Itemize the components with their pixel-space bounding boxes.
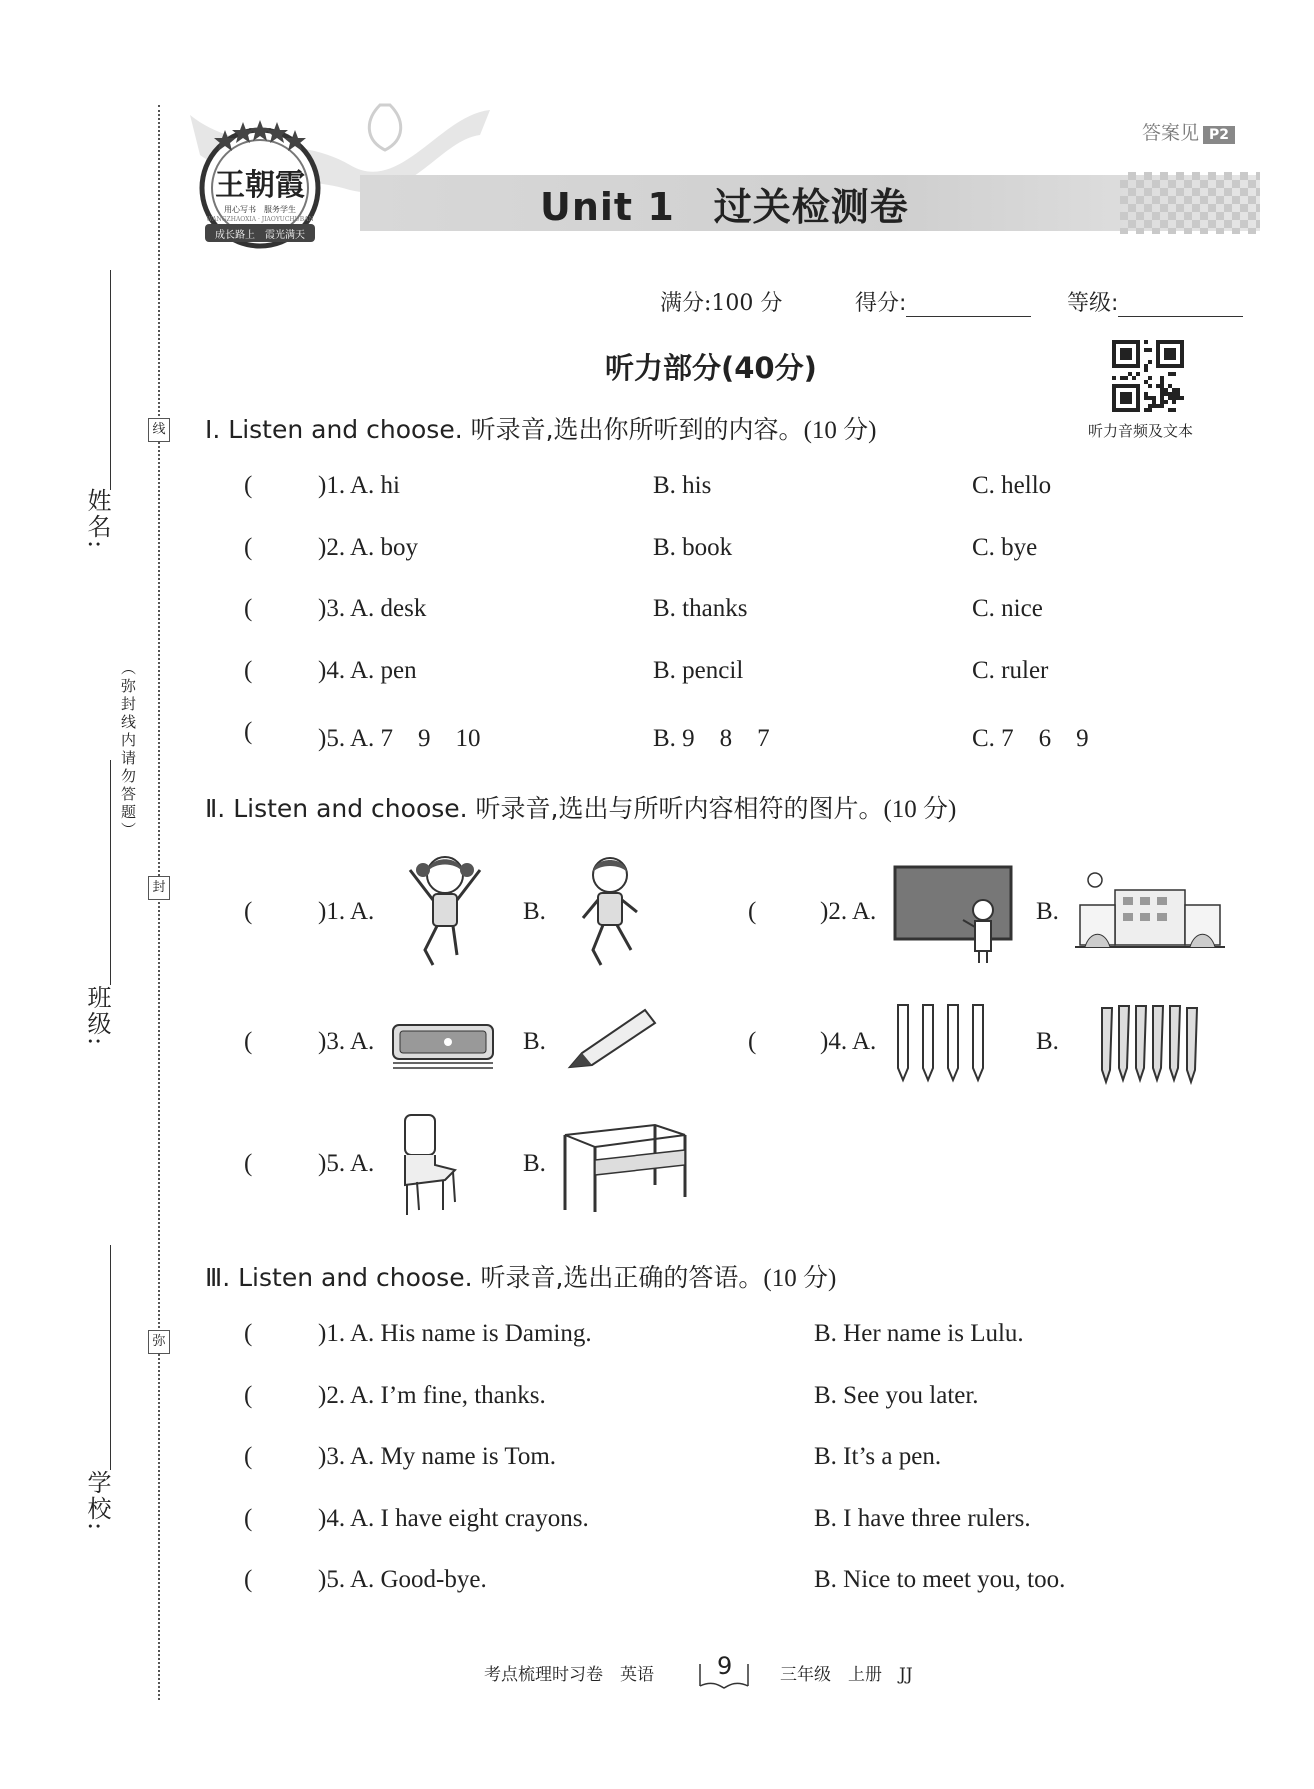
s2-q4-b: B. [1036, 1028, 1059, 1055]
s3-q1-b: B. Her name is Lulu. [814, 1320, 1024, 1347]
s1-q3-c: C. nice [972, 595, 1043, 622]
s2-q5-b: B. [523, 1150, 546, 1177]
section3-title: Ⅲ. Listen and choose. 听录音,选出正确的答语。 [205, 1263, 764, 1292]
s3-q5-b: B. Nice to meet you, too. [814, 1566, 1066, 1593]
s1-q2-c: C. bye [972, 534, 1038, 561]
logo-small-text: 用心写书 服务学生 [224, 205, 296, 214]
class-label: 班级: [83, 985, 111, 1048]
s3-q4-b: B. I have three rulers. [814, 1505, 1031, 1532]
answer-paren[interactable]: ( [244, 1505, 253, 1532]
answer-paren[interactable]: ( [244, 718, 253, 745]
s3-q3-a: )3. A. My name is Tom. [318, 1443, 557, 1470]
section3-points: (10 分) [763, 1265, 837, 1292]
qr-code-icon[interactable] [1112, 340, 1184, 412]
section1-title: Ⅰ. Listen and choose. 听录音,选出你所听到的内容。 [205, 415, 804, 444]
banner-checker-pattern [1120, 172, 1260, 234]
qr-caption: 听力音频及文本 [1088, 422, 1194, 440]
logo-ring-text: WANGZHAOXIA · JIAOYUCHUBAN [206, 216, 314, 223]
s3-q1-a: )1. A. His name is Daming. [318, 1320, 592, 1347]
score-blank[interactable] [906, 316, 1031, 317]
s3-q2-b: B. See you later. [814, 1382, 979, 1409]
answer-paren[interactable]: ( [244, 898, 253, 925]
school-label: 学校: [83, 1470, 111, 1533]
s3-q3-b: B. It’s a pen. [814, 1443, 942, 1470]
s1-q3-a: )3. A. desk [318, 595, 427, 622]
section1-heading [205, 410, 876, 446]
seal-box-mi: 弥 [148, 1330, 170, 1354]
section1-points: (10 分) [803, 417, 877, 444]
s1-q2-b: B. book [653, 534, 733, 561]
s1-q5-a: )5. A. 7 9 10 [318, 725, 481, 752]
answer-paren[interactable]: ( [244, 1443, 253, 1470]
school-blank[interactable] [110, 1245, 111, 1470]
section2-heading [205, 789, 956, 825]
answer-paren[interactable]: ( [244, 1320, 253, 1347]
desk-picture[interactable] [560, 1115, 690, 1215]
name-label: 姓名: [83, 488, 111, 551]
s3-q5-a: )5. A. Good-bye. [318, 1566, 487, 1593]
full-score: 满分:100 分 [660, 291, 783, 316]
logo-slogan: 成长路上 霞光满天 [215, 230, 305, 241]
teacher-blackboard-picture[interactable] [893, 865, 1015, 965]
answer-paren[interactable]: ( [244, 1150, 253, 1177]
s3-q2-a: )2. A. I’m fine, thanks. [318, 1382, 546, 1409]
listening-part-title: 听力部分(40分) [605, 351, 817, 385]
s1-q1-c: C. hello [972, 472, 1052, 499]
seal-warning: （弥封线内请勿答题） [119, 660, 137, 840]
s3-q4-a: )4. A. I have eight crayons. [318, 1505, 589, 1532]
answer-page-badge: P2 [1203, 126, 1235, 144]
s1-q4-a: )4. A. pen [318, 657, 417, 684]
s2-q3-b: B. [523, 1028, 546, 1055]
page-number: 9 [717, 1652, 733, 1680]
answer-paren[interactable]: ( [748, 898, 757, 925]
answer-paren[interactable]: ( [244, 1382, 253, 1409]
s1-q4-c: C. ruler [972, 657, 1049, 684]
binding-dotted-line [158, 105, 160, 1700]
s1-q2-a: )2. A. boy [318, 534, 418, 561]
publisher-logo [195, 120, 325, 250]
answer-paren[interactable]: ( [244, 657, 253, 684]
grade-field [1067, 286, 1243, 317]
girl-jumping-picture[interactable] [395, 850, 495, 970]
four-pencils-picture[interactable] [893, 1000, 993, 1085]
answer-paren[interactable]: ( [244, 472, 253, 499]
s2-q5-a: )5. A. [318, 1150, 375, 1177]
score-label: 得分: [855, 291, 907, 316]
score-field [855, 286, 1031, 317]
chair-picture[interactable] [395, 1110, 475, 1220]
s1-q1-a: )1. A. hi [318, 472, 400, 499]
pencil-case-picture[interactable] [388, 1015, 498, 1075]
section2-title: Ⅱ. Listen and choose. 听录音,选出与所听内容相符的图片。 [205, 794, 884, 823]
crayon-picture[interactable] [560, 1005, 660, 1075]
s2-q1-a: )1. A. [318, 898, 375, 925]
class-blank[interactable] [110, 760, 111, 985]
answer-paren[interactable]: ( [748, 1028, 757, 1055]
footer-right: 三年级 上册 JJ [780, 1665, 913, 1685]
grade-label: 等级: [1067, 291, 1119, 316]
s2-q4-a: )4. A. [820, 1028, 877, 1055]
name-blank[interactable] [110, 270, 111, 490]
section2-points: (10 分) [883, 796, 957, 823]
answer-paren[interactable]: ( [244, 1028, 253, 1055]
s1-q5-b: B. 9 8 7 [653, 725, 770, 752]
s1-q5-c: C. 7 6 9 [972, 725, 1089, 752]
seal-box-xian: 线 [148, 418, 170, 442]
s2-q2-a: )2. A. [820, 898, 877, 925]
six-pens-picture[interactable] [1092, 1000, 1202, 1085]
s1-q4-b: B. pencil [653, 657, 744, 684]
boy-running-picture[interactable] [565, 850, 655, 970]
s2-q1-b: B. [523, 898, 546, 925]
s1-q3-b: B. thanks [653, 595, 748, 622]
answer-paren[interactable]: ( [244, 595, 253, 622]
grade-blank[interactable] [1118, 316, 1243, 317]
section3-heading [205, 1258, 836, 1294]
page-title: Unit 1 过关检测卷 [540, 185, 909, 229]
answer-paren[interactable]: ( [244, 534, 253, 561]
s1-q1-b: B. his [653, 472, 712, 499]
logo-name: 王朝霞 [215, 168, 305, 203]
answer-label: 答案见 [1142, 122, 1200, 144]
s2-q3-a: )3. A. [318, 1028, 375, 1055]
answer-reference [1142, 118, 1235, 145]
answer-paren[interactable]: ( [244, 1566, 253, 1593]
footer-left: 考点梳理时习卷 英语 [484, 1665, 654, 1685]
school-building-picture[interactable] [1075, 865, 1225, 960]
s2-q2-b: B. [1036, 898, 1059, 925]
seal-box-feng: 封 [148, 876, 170, 900]
